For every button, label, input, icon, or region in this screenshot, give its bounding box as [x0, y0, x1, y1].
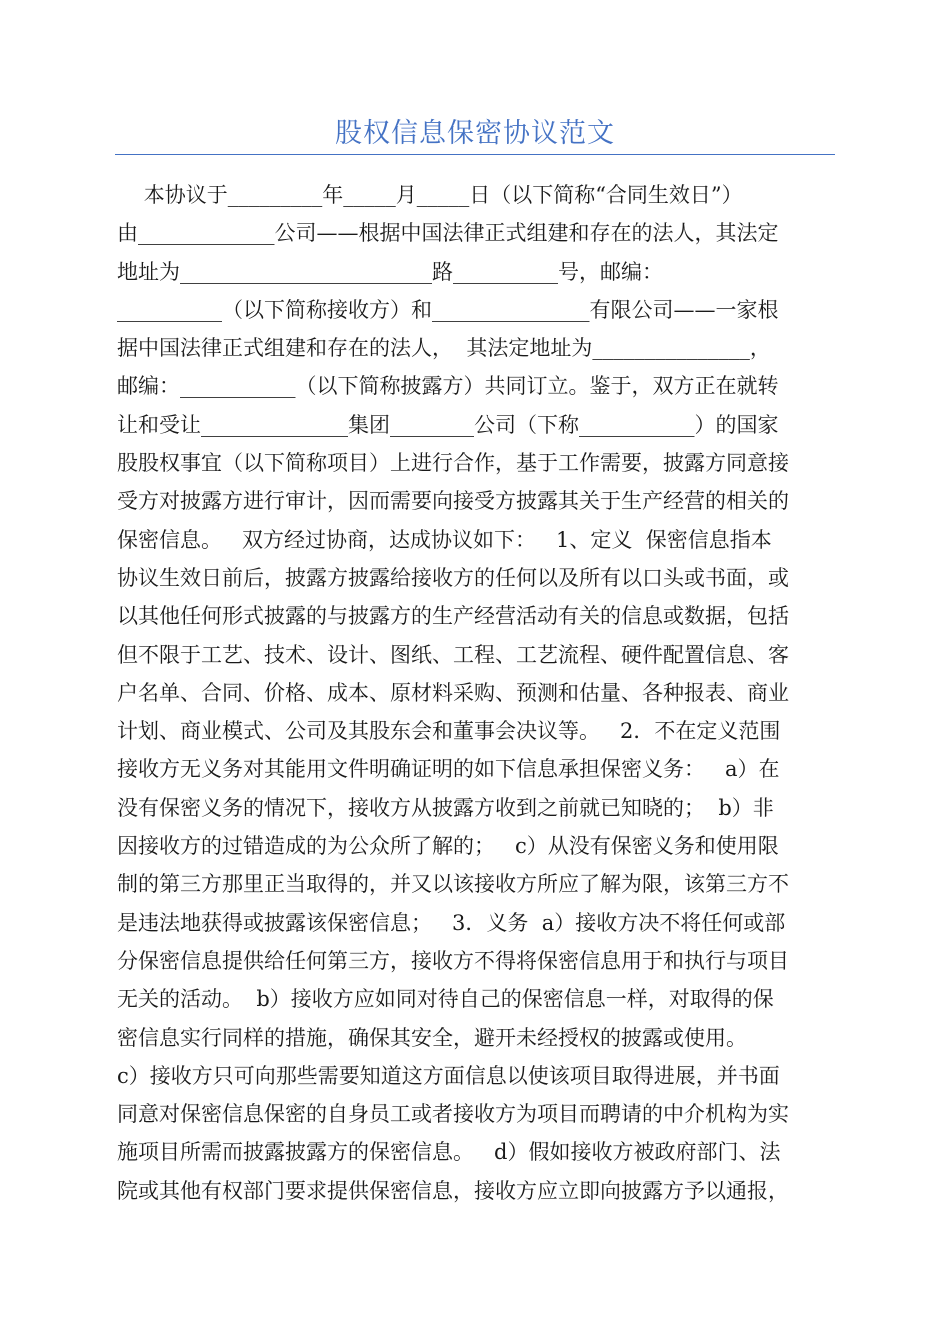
text-line: 制的第三方那里正当取得的，并又以该接收方所应了解为限，该第三方不: [117, 872, 789, 897]
text-line: 地址为________________________路__________号，邮编：: [117, 259, 663, 284]
document-body: [117, 176, 829, 1210]
text-line: c）接收方只可向那些需要知道这方面信息以使该项目取得进展，并书面: [117, 1063, 780, 1088]
text-line: 据中国法律正式组建和存在的法人， 其法定地址为_______________，: [117, 336, 771, 361]
text-line: 因接收方的过错造成的为公众所了解的； c）从没有保密义务和使用限: [117, 834, 779, 859]
title-underline: [115, 154, 835, 155]
text-line: 受方对披露方进行审计，因而需要向接受方披露其关于生产经营的相关的: [117, 489, 789, 514]
text-line: 但不限于工艺、技术、设计、图纸、工程、工艺流程、硬件配置信息、客: [117, 642, 789, 667]
text-line: 无关的活动。 b）接收方应如同对待自己的保密信息一样，对取得的保: [117, 987, 774, 1012]
document-title: 股权信息保密协议范文: [335, 118, 615, 149]
text-line: 本协议于_________年_____月_____日（以下简称“合同生效日”）: [117, 183, 743, 207]
text-line: 没有保密义务的情况下，接收方从披露方收到之前就已知晓的； b）非: [117, 795, 774, 820]
text-line: 是违法地获得或披露该保密信息； 3．义务 a）接收方决不将任何或部: [117, 910, 786, 935]
text-line: 分保密信息提供给任何第三方，接收方不得将保密信息用于和执行与项目: [117, 948, 789, 973]
text-line: 施项目所需而披露披露方的保密信息。 d）假如接收方被政府部门、法: [117, 1140, 781, 1165]
text-line: 协议生效日前后，披露方披露给接收方的任何以及所有以口头或书面，或: [117, 565, 789, 590]
text-line: 保密信息。 双方经过协商，达成协议如下： 1、定义 保密信息指本: [117, 527, 772, 552]
text-line: 同意对保密信息保密的自身员工或者接收方为项目而聘请的中介机构为实: [117, 1102, 789, 1127]
text-line: 以其他任何形式披露的与披露方的生产经营活动有关的信息或数据，包括: [117, 604, 789, 629]
text-line: 密信息实行同样的措施，确保其安全，避开未经授权的披露或使用。: [117, 1025, 747, 1050]
text-line: 院或其他有权部门要求提供保密信息，接收方应立即向披露方予以通报，: [117, 1178, 789, 1203]
text-line: 让和受让______________集团________公司（下称___________）的国家: [117, 412, 779, 437]
text-line: __________（以下简称接收方）和_______________有限公司——一家根: [117, 297, 779, 322]
text-line: 邮编：___________（以下简称披露方）共同订立。鉴于，双方正在就转: [117, 374, 779, 399]
text-line: 由_____________公司——根据中国法律正式组建和存在的法人，其法定: [117, 221, 779, 246]
text-line: 计划、商业模式、公司及其股东会和董事会决议等。 2．不在定义范围: [117, 719, 781, 744]
text-line: 股股权事宜（以下简称项目）上进行合作，基于工作需要，披露方同意接: [117, 451, 789, 476]
text-line: 接收方无义务对其能用文件明确证明的如下信息承担保密义务： a）在: [117, 757, 780, 782]
text-line: 户名单、合同、价格、成本、原材料采购、预测和估量、各种报表、商业: [117, 680, 789, 705]
